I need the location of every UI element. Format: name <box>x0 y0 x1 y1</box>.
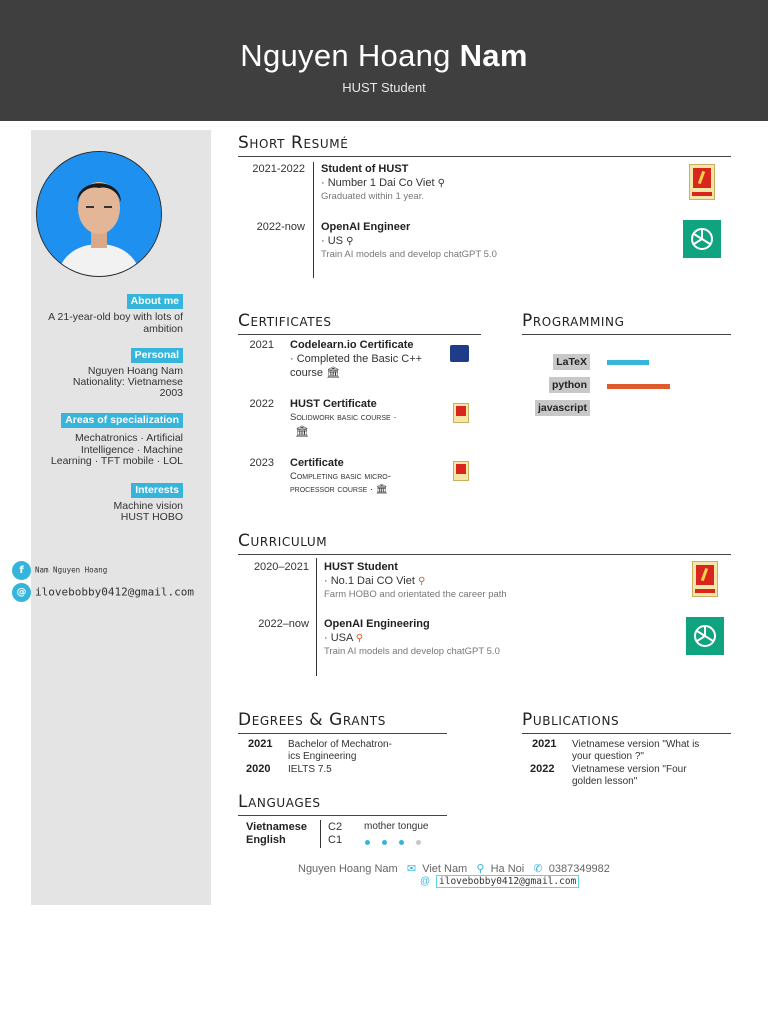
entry-desc: Graduated within 1 year. <box>321 191 424 202</box>
openai-logo <box>683 220 721 258</box>
publication-title: your question ?" <box>572 751 644 762</box>
section-title-languages: Languages <box>238 792 321 812</box>
entry-location: · Number 1 Dai Co Viet ⚲ <box>321 177 445 189</box>
footer-phone: 0387349982 <box>548 863 610 875</box>
entry-title: OpenAI Engineering <box>324 618 430 630</box>
footer-address-city: Ha Noi <box>490 863 525 875</box>
degree-desc: IELTS 7.5 <box>288 764 332 775</box>
entry-date: 2022–now <box>258 618 309 630</box>
entry-location: · USA ⚲ <box>324 632 364 644</box>
areas-line: Mechatronics · Artificial <box>75 432 183 444</box>
phone-icon: ✆ <box>533 863 543 875</box>
language-note: mother tongue <box>364 821 429 832</box>
section-rule <box>238 334 481 335</box>
section-title-degrees: Degrees & Grants <box>238 710 386 730</box>
areas-line: Intelligence · Machine <box>80 444 183 456</box>
interest-item: Machine vision <box>113 500 183 512</box>
timeline-line <box>316 558 317 676</box>
email-link[interactable]: @ ilovebobby0412@gmail.com <box>12 583 194 602</box>
section-rule <box>238 554 731 555</box>
full-name: Nguyen Hoang Nam <box>240 38 528 73</box>
skill-label: javascript <box>535 400 590 416</box>
openai-logo <box>686 617 724 655</box>
envelope-icon: ✉ <box>406 863 417 875</box>
personal-label: Personal <box>131 348 183 363</box>
section-title-resume: Short Resumé <box>238 133 349 153</box>
job-title: HUST Student <box>342 80 426 95</box>
language-level-dot <box>382 840 387 845</box>
cert-desc: Solidwork basic course · <box>290 412 397 423</box>
section-title-curriculum: Curriculum <box>238 531 328 551</box>
about-me-text: A 21-year-old boy with lots of ambition <box>48 311 183 335</box>
footer-email-link[interactable]: ilovebobby0412@gmail.com <box>436 875 579 888</box>
section-title-publications: Publications <box>522 710 620 730</box>
publication-year: 2021 <box>532 738 557 750</box>
section-rule <box>522 334 731 335</box>
language-level-dot <box>365 840 370 845</box>
degree-year: 2020 <box>246 763 271 775</box>
entry-location: · No.1 Dai CO Viet ⚲ <box>324 575 426 587</box>
personal-birth-year: 2003 <box>159 387 183 399</box>
location-pin-icon: ⚲ <box>355 633 364 644</box>
cert-title: Certificate <box>290 457 344 469</box>
cert-year: 2021 <box>249 339 274 351</box>
language-name: English <box>246 834 286 846</box>
cert-title: HUST Certificate <box>290 398 377 410</box>
cert-title: Codelearn.io Certificate <box>290 339 414 351</box>
cert-desc: course 🏛 <box>290 367 341 379</box>
entry-date: 2020–2021 <box>253 561 309 573</box>
cert-desc: Completing basic micro- <box>290 471 391 482</box>
profile-photo <box>36 151 162 277</box>
entry-desc: Train AI models and develop chatGPT 5.0 <box>321 249 497 260</box>
interest-item: HUST HOBO <box>120 511 183 523</box>
cert-desc: processor course · 🏛 <box>290 484 388 495</box>
entry-date: 2022-now <box>256 221 305 233</box>
degree-desc: ics Engineering <box>288 751 357 762</box>
cert-year: 2022 <box>249 398 274 410</box>
institution-icon: 🏛 <box>375 484 388 495</box>
cert-year: 2023 <box>249 457 274 469</box>
language-divider <box>320 820 321 848</box>
skill-bar <box>607 360 649 365</box>
facebook-link[interactable]: f Nam Nguyen Hoang <box>12 561 107 580</box>
skill-label: python <box>549 377 590 393</box>
language-level-dot <box>416 840 421 845</box>
entry-title: Student of HUST <box>321 163 409 175</box>
location-pin-icon: ⚲ <box>437 178 445 189</box>
skill-label: LaTeX <box>553 354 590 370</box>
location-pin-icon: ⚲ <box>417 576 426 587</box>
location-pin-icon: ⚲ <box>346 236 354 247</box>
hust-logo <box>689 164 715 200</box>
at-sign-icon: @ <box>12 583 31 602</box>
areas-label: Areas of specialization <box>61 413 183 428</box>
section-title-certificates: Certificates <box>238 311 332 331</box>
hust-logo <box>453 461 469 481</box>
section-rule <box>238 733 447 734</box>
header-banner <box>0 0 768 121</box>
language-name: Vietnamese <box>246 821 307 833</box>
hust-logo <box>453 403 469 423</box>
degree-year: 2021 <box>248 738 273 750</box>
footer-address-country: Viet Nam <box>422 863 468 875</box>
publication-title: golden lesson" <box>572 776 638 787</box>
personal-name: Nguyen Hoang Nam <box>87 365 183 377</box>
footer-contact <box>298 862 610 875</box>
publication-title: Vietnamese version "Four <box>572 764 687 775</box>
areas-line: Learning · TFT mobile · LOL <box>50 455 183 467</box>
degree-desc: Bachelor of Mechatron- <box>288 739 392 750</box>
section-rule <box>238 156 731 157</box>
footer-name: Nguyen Hoang Nam <box>298 863 398 875</box>
institution-icon: 🏛 <box>295 426 309 438</box>
entry-date: 2021-2022 <box>252 163 305 175</box>
timeline-line <box>313 162 314 278</box>
hust-logo <box>692 561 718 597</box>
section-rule <box>238 815 447 816</box>
entry-desc: Farm HOBO and orientated the career path <box>324 589 507 600</box>
entry-title: HUST Student <box>324 561 398 573</box>
publication-title: Vietnamese version "What is <box>572 739 700 750</box>
entry-location: · US ⚲ <box>321 235 354 247</box>
language-level: C1 <box>328 834 343 846</box>
skill-bar <box>607 384 670 389</box>
personal-nationality: Nationality: Vietnamese <box>72 376 183 388</box>
codelearn-logo <box>450 345 469 362</box>
location-pin-icon: ⚲ <box>476 863 485 875</box>
facebook-icon: f <box>12 561 31 580</box>
entry-desc: Train AI models and develop chatGPT 5.0 <box>324 646 500 657</box>
language-level: C2 <box>328 821 343 833</box>
institution-icon: 🏛 <box>326 367 341 379</box>
cert-desc: · Completed the Basic C++ <box>290 353 423 365</box>
interests-label: Interests <box>131 483 183 498</box>
entry-title: OpenAI Engineer <box>321 221 411 233</box>
about-me-label: About me <box>127 294 183 309</box>
publication-year: 2022 <box>530 763 555 775</box>
at-sign-icon: @ <box>420 876 431 887</box>
language-level-dot <box>399 840 404 845</box>
section-title-programming: Programming <box>522 311 625 331</box>
section-rule <box>522 733 731 734</box>
